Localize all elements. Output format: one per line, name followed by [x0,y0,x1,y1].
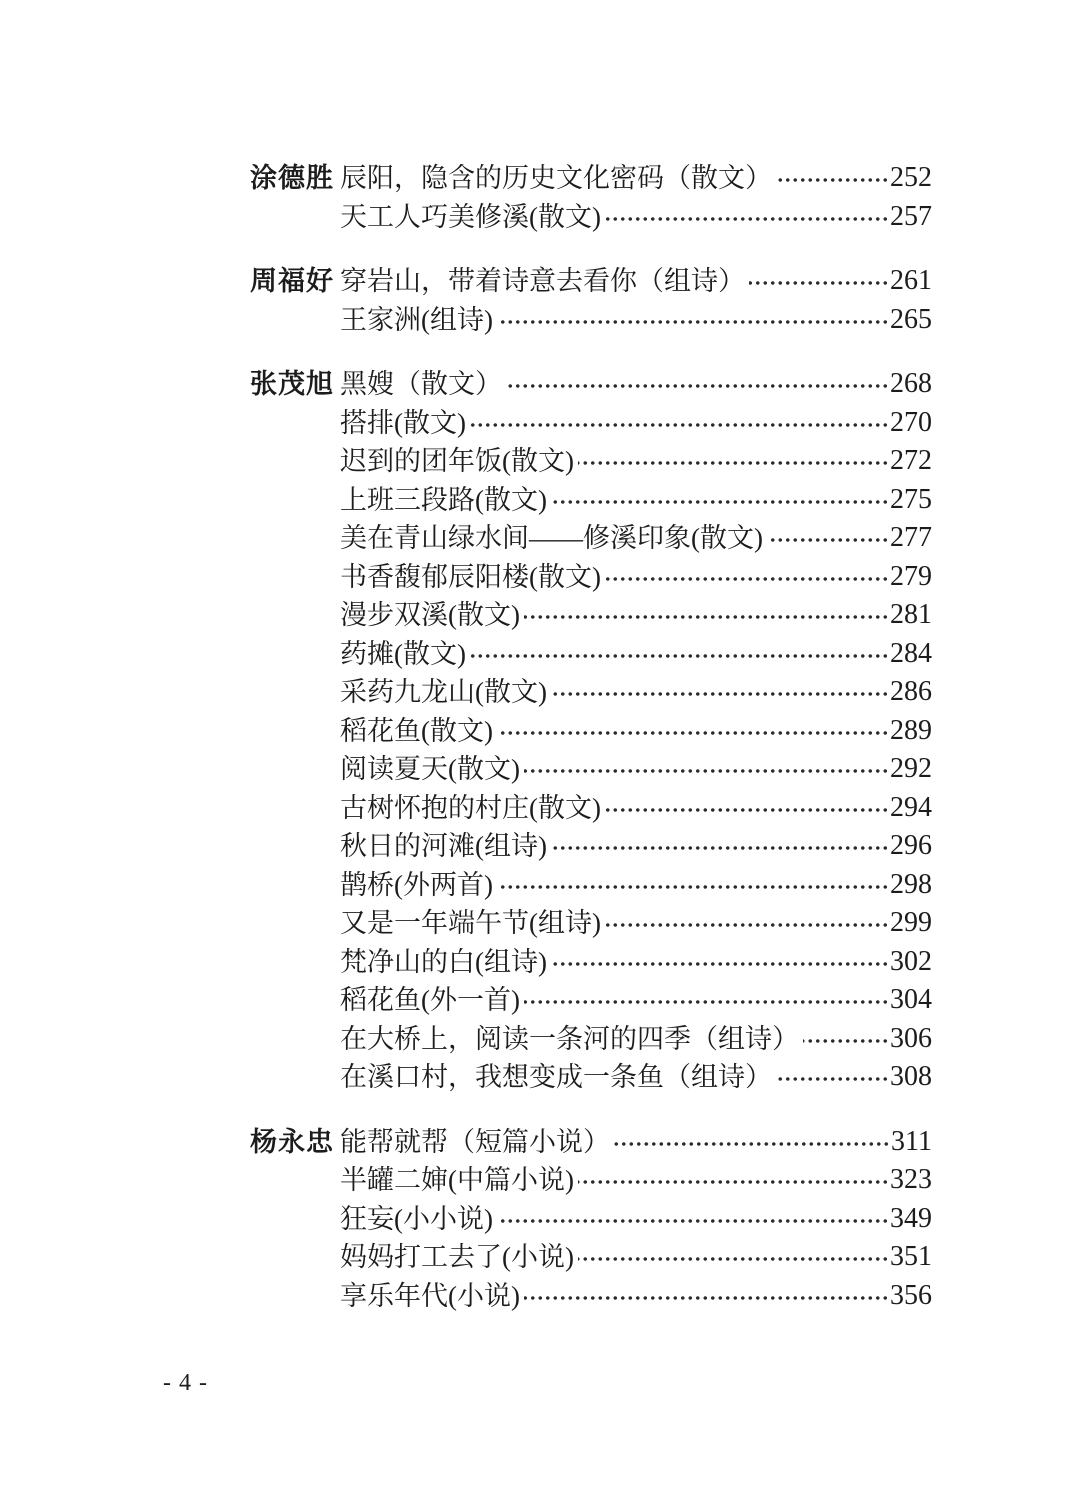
entry-title: 半罐二婶(中篇小说) [340,1165,574,1195]
entry-title: 搭排(散文) [340,407,466,438]
entry-page-number: 356 [890,1279,932,1311]
author-name: 杨永忠 [250,1126,334,1157]
entry-page-number: 306 [890,1022,932,1054]
entry-page-number: 261 [890,265,932,296]
toc-entry [340,827,932,866]
entry-page-number: 281 [890,599,932,630]
entry-page-number: 272 [890,445,932,476]
toc-entry [340,481,932,520]
toc-entry [340,750,932,789]
entry-title: 迟到的团年饭(散文) [340,446,574,476]
entry-page-number: 302 [890,945,932,977]
entry-title: 美在青山绿水间——修溪印象(散文) [340,523,763,553]
author-entries [340,262,932,339]
entry-page-number: 284 [890,637,932,669]
entry-title: 王家洲(组诗) [340,304,493,335]
toc-entry [340,1238,932,1277]
dot-leader [605,576,889,582]
entry-page-number: 275 [890,483,932,515]
entry-title: 妈妈打工去了(小说) [340,1242,574,1272]
entry-title: 狂妄(小小说) [340,1203,493,1234]
entry-page-number: 308 [890,1061,932,1092]
entry-title: 书香馥郁辰阳楼(散文) [340,561,601,592]
dot-leader [605,216,889,222]
dot-leader [506,383,889,389]
entry-title: 采药九龙山(散文) [340,677,547,707]
entry-title: 黑嫂（散文） [340,369,502,399]
dot-leader [578,1256,889,1262]
dot-leader [524,1295,889,1301]
toc-entry [340,159,932,198]
author-group [250,159,932,236]
toc-entry [340,904,932,943]
toc-entry [340,943,932,982]
entry-title: 药摊(散文) [340,638,466,669]
toc-entry [340,365,932,404]
entry-page-number: 349 [890,1202,932,1234]
dot-leader [749,280,889,286]
entry-title: 稻花鱼(散文) [340,715,493,746]
toc-entry [340,1123,932,1162]
entry-page-number: 257 [890,200,932,232]
entry-page-number: 294 [890,791,932,823]
entry-title: 天工人巧美修溪(散文) [340,201,601,232]
entry-page-number: 270 [890,406,932,438]
dot-leader [578,460,889,466]
toc-entry [340,981,932,1020]
toc-entry [340,1020,932,1059]
toc-entry [340,596,932,635]
entry-page-number: 292 [890,753,932,784]
dot-leader [605,922,889,928]
dot-leader [551,845,889,851]
toc-entry [340,1277,932,1316]
toc-entry [340,789,932,828]
entry-page-number: 286 [890,676,932,707]
dot-leader [497,1218,889,1224]
entry-page-number: 304 [890,984,932,1015]
entry-title: 在大桥上，阅读一条河的四季（组诗） [340,1023,799,1054]
toc-entry [340,1161,932,1200]
entry-title: 上班三段路(散文) [340,484,547,515]
dot-leader [803,1038,889,1044]
entry-title: 鹊桥(外两首) [340,869,493,900]
entry-page-number: 279 [890,560,932,592]
dot-leader [524,768,889,774]
author-group [250,1123,932,1316]
entry-title: 辰阳，隐含的历史文化密码（散文） [340,163,772,193]
entry-title: 稻花鱼(外一首) [340,985,520,1015]
toc-entry [340,1058,932,1097]
dot-leader [497,730,889,736]
toc-list [250,159,932,1341]
toc-entry [340,262,932,301]
toc-entry [340,673,932,712]
dot-leader [551,691,889,697]
entry-page-number: 277 [890,522,932,553]
entry-title: 享乐年代(小说) [340,1280,520,1311]
entry-page-number: 252 [890,162,932,193]
author-entries [340,1123,932,1316]
entry-title: 在溪口村，我想变成一条鱼（组诗） [340,1062,772,1092]
author-name: 涂德胜 [250,163,334,193]
entry-page-number: 311 [891,1125,932,1157]
entry-title: 秋日的河滩(组诗) [340,831,547,861]
entry-page-number: 268 [890,368,932,399]
entry-title: 能帮就帮（短篇小说） [340,1126,610,1157]
dot-leader [524,999,889,1005]
dot-leader [776,177,889,183]
author-entries [340,365,932,1097]
dot-leader [524,614,889,620]
entry-page-number: 265 [890,303,932,335]
toc-entry [340,866,932,905]
author-group [250,365,932,1097]
dot-leader [776,1076,889,1082]
entry-title: 穿岩山，带着诗意去看你（组诗） [340,266,745,296]
entry-page-number: 289 [890,714,932,746]
entry-page-number: 323 [890,1164,932,1195]
toc-entry [340,198,932,237]
entry-title: 漫步双溪(散文) [340,600,520,630]
entry-title: 阅读夏天(散文) [340,754,520,784]
page-footer: - 4 - [163,1370,208,1396]
dot-leader [497,884,889,890]
dot-leader [578,1179,889,1185]
entry-page-number: 351 [890,1241,932,1272]
author-name: 周福好 [250,266,334,296]
author-group [250,262,932,339]
entry-page-number: 296 [890,830,932,861]
entry-title: 又是一年端午节(组诗) [340,908,601,938]
dot-leader [767,537,889,543]
dot-leader [605,807,889,813]
toc-entry [340,635,932,674]
toc-entry [340,301,932,340]
dot-leader [551,499,889,505]
toc-entry [340,558,932,597]
dot-leader [614,1141,890,1147]
entry-page-number: 299 [890,907,932,938]
toc-entry [340,1200,932,1239]
toc-entry [340,404,932,443]
author-name: 张茂旭 [250,369,334,399]
entry-title: 梵净山的白(组诗) [340,946,547,977]
toc-entry [340,712,932,751]
entry-title: 古树怀抱的村庄(散文) [340,792,601,823]
dot-leader [470,422,889,428]
entry-page-number: 298 [890,868,932,900]
dot-leader [470,653,889,659]
toc-entry [340,442,932,481]
dot-leader [551,961,889,967]
author-entries [340,159,932,236]
toc-entry [340,519,932,558]
dot-leader [497,319,889,325]
